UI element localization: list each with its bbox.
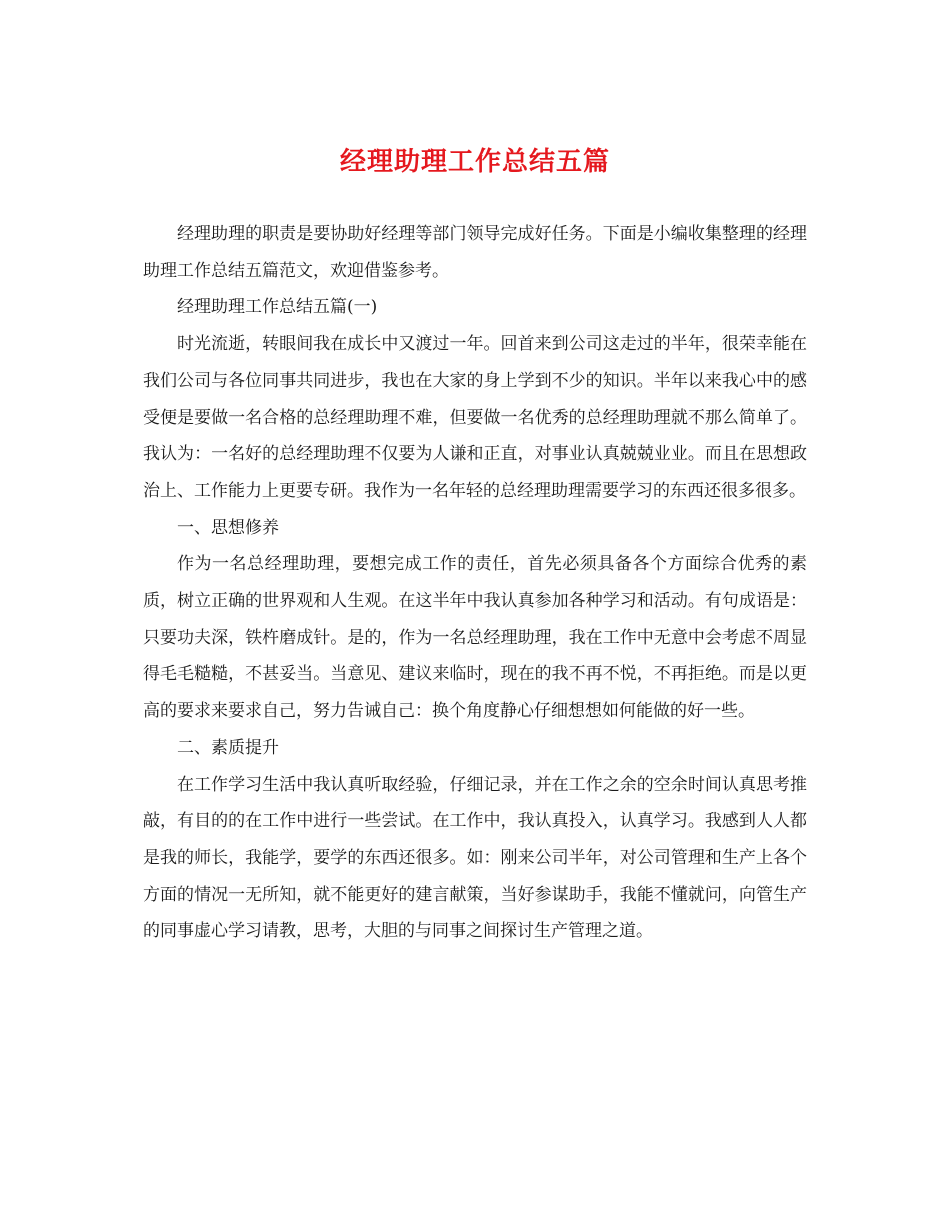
body-paragraph: 在工作学习生活中我认真听取经验，仔细记录，并在工作之余的空余时间认真思考推敲，有目的的在工作中进行一些尝试。在工作中，我认真投入，认真学习。我感到人人都是我的师长，我能学，要学的东西还很多。如：刚来公司半年，对公司管理和生产上各个方面的情况一无所知，就不能更好的建言献策，当好参谋助手，我能不懂就问，向管生产的同事虚心学习请教，思考，大胆的与同事之间探讨生产管理之道。 xyxy=(143,774,807,942)
subsection-heading-quality: 二、素质提升 xyxy=(177,737,279,758)
body-paragraph: 作为一名总经理助理，要想完成工作的责任，首先必须具备各个方面综合优秀的素质，树立正确的世界观和人生观。在这半年中我认真参加各种学习和活动。有句成语是：只要功夫深，铁杵磨成针。是的，作为一名总经理助理，我在工作中无意中会考虑不周显得毛毛糙糙，不甚妥当。当意见、建议来临时，现在的我不再不悦，不再拒绝。而是以更高的要求来要求自己，努力告诫自己：换个角度静心仔细想想如何能做的好一些。 xyxy=(143,554,807,722)
subsection-heading-ideology: 一、思想修养 xyxy=(177,517,279,538)
body-paragraph: 时光流逝，转眼间我在成长中又渡过一年。回首来到公司这走过的半年，很荣幸能在我们公司与各位同事共同进步，我也在大家的身上学到不少的知识。半年以来我心中的感受便是要做一名合格的总经理助理不难，但要做一名优秀的总经理助理就不那么简单了。我认为：一名好的总经理助理不仅要为人谦和正直，对事业认真兢兢业业。而且在思想政治上、工作能力上更要专研。我作为一名年轻的总经理助理需要学习的东西还很多很多。 xyxy=(143,334,807,501)
document-body xyxy=(143,216,807,950)
section-heading-part-one: 经理助理工作总结五篇(一) xyxy=(177,297,378,318)
intro-paragraph: 经理助理的职责是要协助好经理等部门领导完成好任务。下面是小编收集整理的经理助理工作总结五篇范文，欢迎借鉴参考。 xyxy=(143,224,807,281)
document-title: 经理助理工作总结五篇 xyxy=(339,147,610,177)
